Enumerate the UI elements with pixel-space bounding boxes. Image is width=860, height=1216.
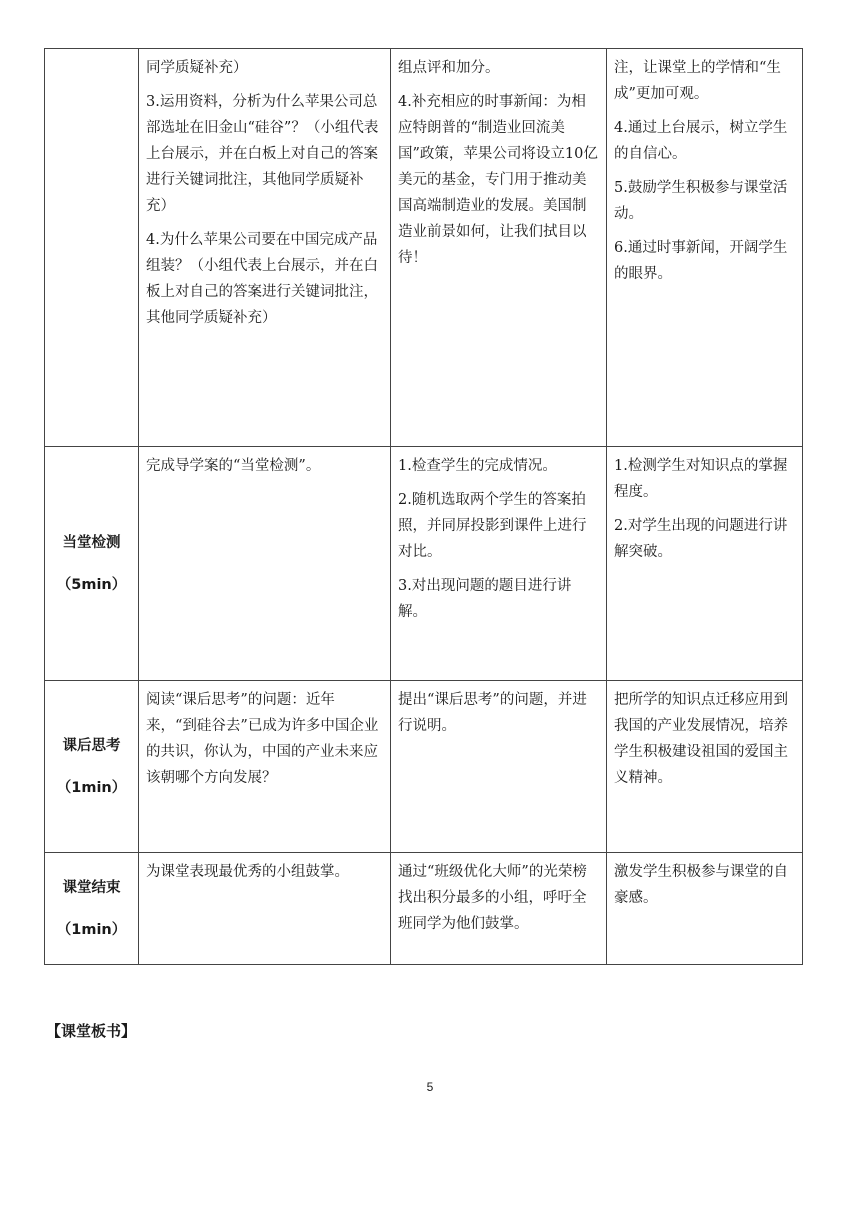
stage-time: （5min）	[56, 576, 127, 593]
student-paragraph: 4.为什么苹果公司要在中国完成产品组装？（小组代表上台展示，并在白板上对自己的答案进行关键词批注，其他同学质疑补充）	[146, 232, 378, 326]
intent-paragraph: 5.鼓励学生积极参与课堂活动。	[614, 180, 788, 222]
stage-cell	[45, 447, 139, 681]
student-paragraph: 3.运用资料，分析为什么苹果公司总部选址在旧金山“硅谷”？（小组代表上台展示，并在白板上对自己的答案进行关键词批注，其他同学质疑补充）	[146, 94, 379, 214]
teacher-paragraph: 2.随机选取两个学生的答案拍照，并同屏投影到课件上进行对比。	[398, 492, 587, 560]
teacher-activity-cell	[391, 681, 607, 853]
design-intent-cell	[607, 49, 803, 447]
student-activity-cell	[139, 853, 391, 965]
stage-time: （1min）	[56, 921, 127, 938]
table-row	[45, 49, 803, 447]
intent-paragraph: 把所学的知识点迁移应用到我国的产业发展情况，培养学生积极建设祖国的爱国主义精神。	[614, 692, 788, 786]
page-number: 5	[426, 1080, 434, 1094]
stage-cell	[45, 853, 139, 965]
teacher-paragraph: 4.补充相应的时事新闻：为相应特朗普的“制造业回流美国”政策，苹果公司将设立10亿美元的基金，专门用于推动美国高端制造业的发展。美国制造业前景如何，让我们拭目以待！	[398, 94, 598, 266]
teacher-activity-cell	[391, 447, 607, 681]
teacher-paragraph: 组点评和加分。	[398, 60, 500, 76]
student-paragraph: 同学质疑补充）	[146, 60, 248, 76]
student-activity-cell	[139, 681, 391, 853]
intent-paragraph: 1.检测学生对知识点的掌握程度。	[614, 458, 788, 500]
student-paragraph: 为课堂表现最优秀的小组鼓掌。	[146, 864, 349, 880]
student-activity-cell	[139, 447, 391, 681]
stage-cell	[45, 681, 139, 853]
student-paragraph: 完成导学案的“当堂检测”。	[146, 458, 321, 474]
teacher-paragraph: 通过“班级优化大师”的光荣榜找出积分最多的小组，呼吁全班同学为他们鼓掌。	[398, 864, 587, 932]
intent-paragraph: 激发学生积极参与课堂的自豪感。	[614, 864, 788, 906]
section-heading: 【课堂板书】	[46, 1022, 137, 1040]
table-row	[45, 853, 803, 965]
design-intent-cell	[607, 447, 803, 681]
stage-name: 课后思考	[62, 737, 121, 754]
stage-name: 课堂结束	[62, 879, 121, 896]
stage-time: （1min）	[56, 779, 127, 796]
intent-paragraph: 6.通过时事新闻，开阔学生的眼界。	[614, 240, 788, 282]
teacher-activity-cell	[391, 853, 607, 965]
intent-paragraph: 注，让课堂上的学情和“生成”更加可观。	[614, 60, 781, 102]
lesson-plan-table	[44, 48, 803, 965]
design-intent-cell	[607, 853, 803, 965]
intent-paragraph: 2.对学生出现的问题进行讲解突破。	[614, 518, 788, 560]
teacher-paragraph: 3.对出现问题的题目进行讲解。	[398, 578, 572, 620]
student-activity-cell	[139, 49, 391, 447]
teacher-activity-cell	[391, 49, 607, 447]
intent-paragraph: 4.通过上台展示，树立学生的自信心。	[614, 120, 788, 162]
design-intent-cell	[607, 681, 803, 853]
table-row	[45, 681, 803, 853]
table-row	[45, 447, 803, 681]
teacher-paragraph: 1.检查学生的完成情况。	[398, 458, 557, 474]
stage-name: 当堂检测	[62, 534, 121, 551]
stage-cell	[45, 49, 139, 447]
student-paragraph: 阅读“课后思考”的问题：近年来，“到硅谷去”已成为许多中国企业的共识，你认为，中国的产业未来应该朝哪个方向发展？	[146, 692, 379, 786]
teacher-paragraph: 提出“课后思考”的问题，并进行说明。	[398, 692, 587, 734]
